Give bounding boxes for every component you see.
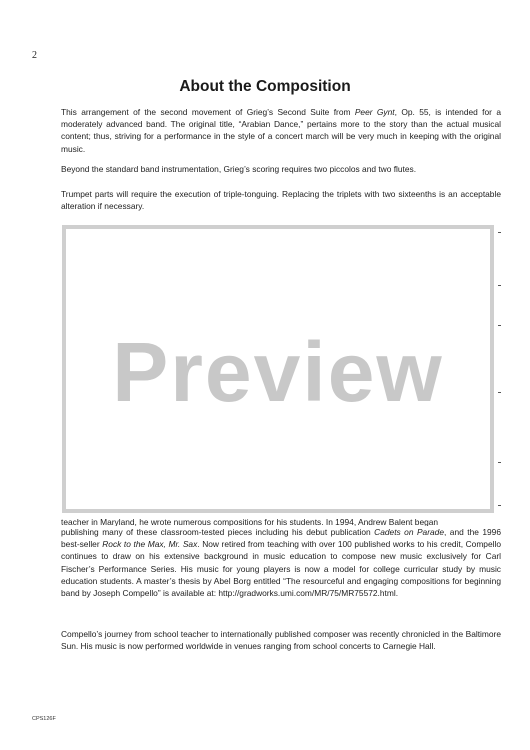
edge-mark [498, 232, 501, 233]
edge-mark [498, 392, 501, 393]
work-title: Rock to the Max, Mr. Sax [102, 539, 198, 550]
paragraph-text: , and the 1996 best-seller [61, 527, 501, 550]
page-title: About the Composition [179, 78, 351, 95]
paragraph-text: publishing many of these classroom-tested pieces including his debut publication [61, 527, 375, 537]
footer-code: CPS126F [32, 716, 56, 722]
paragraph-text: teacher in Maryland, he wrote numerous compositions for his students. In 1994, Andrew Balent began [61, 517, 439, 526]
paragraph-journey: Compello’s journey from school teacher to internationally published composer was recently chronicled in the Baltimore Sun. His music is now performed worldwide in venues ranging from school concerts to Carnegie Hall. [61, 629, 501, 652]
edge-mark [498, 505, 501, 506]
paragraph-trumpet: Trumpet parts will require the execution of triple-tonguing. Replacing the triplets with two sixteenths is an acceptable alteration if necessary. [61, 189, 501, 212]
edge-mark [498, 285, 501, 286]
paragraph-body [61, 526, 501, 599]
page-number: 2 [32, 50, 37, 61]
preview-watermark: Preview [112, 325, 444, 419]
edge-mark [498, 325, 501, 326]
paragraph-text: This arrangement of the second movement of Grieg’s Second Suite from [61, 107, 355, 117]
cut-line [61, 516, 501, 526]
preview-overlay [62, 225, 494, 513]
paragraph-biography [61, 516, 501, 599]
work-title: Peer Gynt [354, 107, 395, 117]
paragraph-text: . Now retired from teaching with over 100 published works to his credit, Compello continues to draw on his extensive background in music education to compose new music exclusively for Carl Fischer’s Performance Series. His music for young players is now a model for college curricular study by music education students. A master’s thesis by Abel Borg entitled “The resourceful and engaging compositions for beginning band by Joseph Compello” is available at: http://gradworks.umi.com/MR/75/MR75572.html. [61, 539, 501, 599]
paragraph-arrangement [61, 106, 501, 155]
paragraph-text: , Op. 55, is intended for a moderately advanced band. The original title, “Arabian Dance,” pertains more to the story than the actual musical content; thus, striving for a performance in the style of a concert march will be very much in keeping with the original music. [61, 107, 501, 154]
edge-mark [498, 462, 501, 463]
work-title: Cadets on Parade [374, 527, 444, 537]
paragraph-instrumentation: Beyond the standard band instrumentation, Grieg’s scoring requires two piccolos and two flutes. [61, 164, 417, 174]
